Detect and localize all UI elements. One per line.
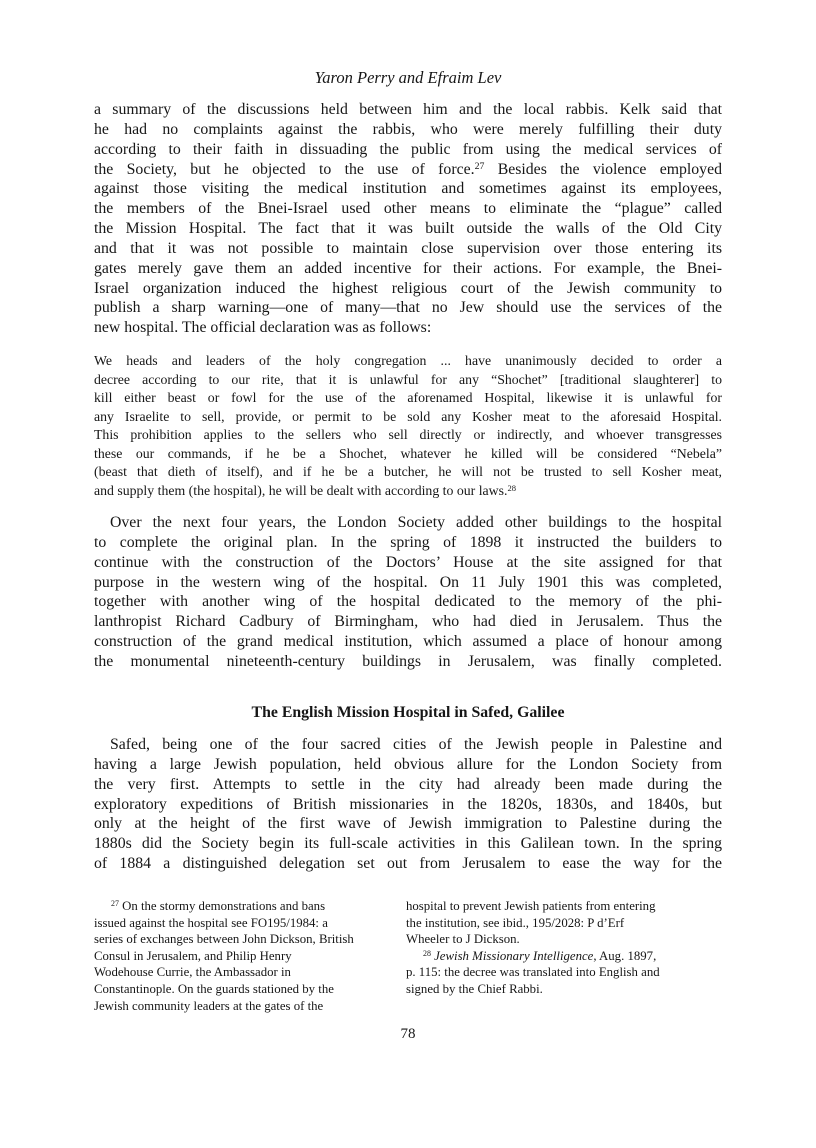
text-line: he had no complaints against the rabbis, who were merely fulfilling their duty	[94, 120, 722, 138]
text-line: any Israelite to sell, provide, or permit to be sold any Kosher meat to the aforesaid Hospital.	[94, 408, 722, 424]
text-line: signed by the Chief Rabbi.	[406, 981, 543, 996]
text-line: purpose in the western wing of the hospital. On 11 July 1901 this was completed,	[94, 573, 722, 591]
text-line: issued against the hospital see FO195/1984: a	[94, 915, 328, 930]
text-line: (beast that dieth of itself), and if he be a butcher, he will not be trusted to sell Kosher meat,	[94, 464, 722, 479]
section-heading: The English Mission Hospital in Safed, Galilee	[251, 704, 565, 721]
text-line: series of exchanges between John Dickson, British	[94, 932, 354, 947]
running-head: Yaron Perry and Efraim Lev	[314, 68, 502, 87]
text-line: Consul in Jerusalem, and Philip Henry	[94, 948, 292, 963]
text-line: Jewish community leaders at the gates of the	[94, 998, 324, 1013]
text-line: a summary of the discussions held between him and the local rabbis. Kelk said that	[94, 101, 722, 118]
text-line: together with another wing of the hospital dedicated to the memory of the phi-	[94, 593, 722, 611]
text-line: the Mission Hospital. The fact that it was built outside the walls of the Old City	[94, 220, 722, 238]
text-line: having a large Jewish population, held obvious allure for the London Society from	[94, 755, 722, 773]
text-line: and that it was not possible to maintain close supervision over those entering its	[94, 239, 722, 257]
text-line: continue with the construction of the Doctors’ House at the site assigned for that	[94, 553, 722, 571]
text-line: of 1884 a distinguished delegation set out from Jerusalem to ease the way for the	[94, 855, 722, 873]
text-line: the very first. Attempts to settle in the city had already been made during the	[94, 775, 722, 793]
paragraph	[94, 513, 722, 672]
paragraph	[94, 735, 722, 874]
text-line: Wheeler to J Dickson.	[406, 932, 520, 947]
text-line: We heads and leaders of the holy congregation ... have unanimously decided to order a	[94, 353, 722, 368]
text-line: This prohibition applies to the sellers who sell directly or indirectly, and whoever transgresses	[94, 427, 722, 442]
text-line: publish a sharp warning—one of many—that no Jew should use the services of the	[94, 299, 722, 317]
text-line: kill either beast or fowl for the use of the aforenamed Hospital, likewise it is unlawful for	[94, 390, 722, 405]
footnotes	[94, 898, 722, 1014]
text-line: hospital to prevent Jewish patients from entering	[406, 899, 656, 913]
text-line: the Society, but he objected to the use of force.$^{27}$ Besides the violence employed	[94, 160, 722, 178]
text-line: $^{28}$ Jewish Missionary Intelligence, Aug. 1897,	[423, 948, 657, 963]
text-line: decree according to our rite, that it is unlawful for any “Shochet” [traditional slaughterer] to	[94, 371, 722, 387]
footnote-28	[406, 898, 722, 1014]
text-line: construction of the grand medical institution, which assumed a place of honour among	[94, 633, 722, 651]
text-line: Safed, being one of the four sacred cities of the Jewish people in Palestine and	[110, 736, 722, 753]
text-line: to complete the original plan. In the spring of 1898 it instructed the builders to	[94, 533, 722, 551]
text-line: p. 115: the decree was translated into English and	[406, 965, 660, 980]
block-quotation	[94, 352, 722, 500]
text-line: against those visiting the medical institution and sometimes against its employees,	[94, 180, 722, 198]
text-line: only at the height of the first wave of Jewish immigration to Palestine during the	[94, 815, 722, 833]
text-line: Constantinople. On the guards stationed by the	[94, 981, 334, 996]
text-line: Israel organization induced the highest religious court of the Jewish community to	[94, 279, 722, 297]
text-line: the members of the Bnei-Israel used other means to eliminate the “plague” called	[94, 200, 722, 218]
text-line: according to their faith in dissuading the public from using the medical services of	[94, 140, 722, 158]
text-line: new hospital. The official declaration was as follows:	[94, 319, 432, 337]
text-line: lanthropist Richard Cadbury of Birmingham, who had died in Jerusalem. Thus the	[94, 613, 722, 631]
text-line: the institution, see ibid., 195/2028: P d’Erf	[406, 915, 625, 930]
text-line: $^{27}$ On the stormy demonstrations and bans	[111, 899, 326, 913]
page-number: 78	[400, 1026, 416, 1042]
footnote-27	[94, 898, 393, 1014]
text-line: these our commands, if he be a Shochet, whatever he killed will be considered “Nebela”	[94, 445, 722, 461]
text-line: Over the next four years, the London Society added other buildings to the hospital	[110, 514, 722, 531]
text-line: exploratory expeditions of British missionaries in the 1820s, 1830s, and 1840s, but	[94, 795, 722, 813]
paragraph-continuation	[94, 100, 722, 338]
text-line: gates merely gave them an added incentive for their actions. For example, the Bnei-	[94, 259, 722, 277]
text-line: and supply them (the hospital), he will be dealt with according to our laws.$^{28}$	[94, 482, 516, 498]
text-line: the monumental nineteenth-century buildings in Jerusalem, was finally completed.	[94, 652, 722, 670]
text-line: Wodehouse Currie, the Ambassador in	[94, 965, 291, 980]
text-line: 1880s did the Society begin its full-scale activities in this Galilean town. In the spring	[94, 835, 722, 853]
